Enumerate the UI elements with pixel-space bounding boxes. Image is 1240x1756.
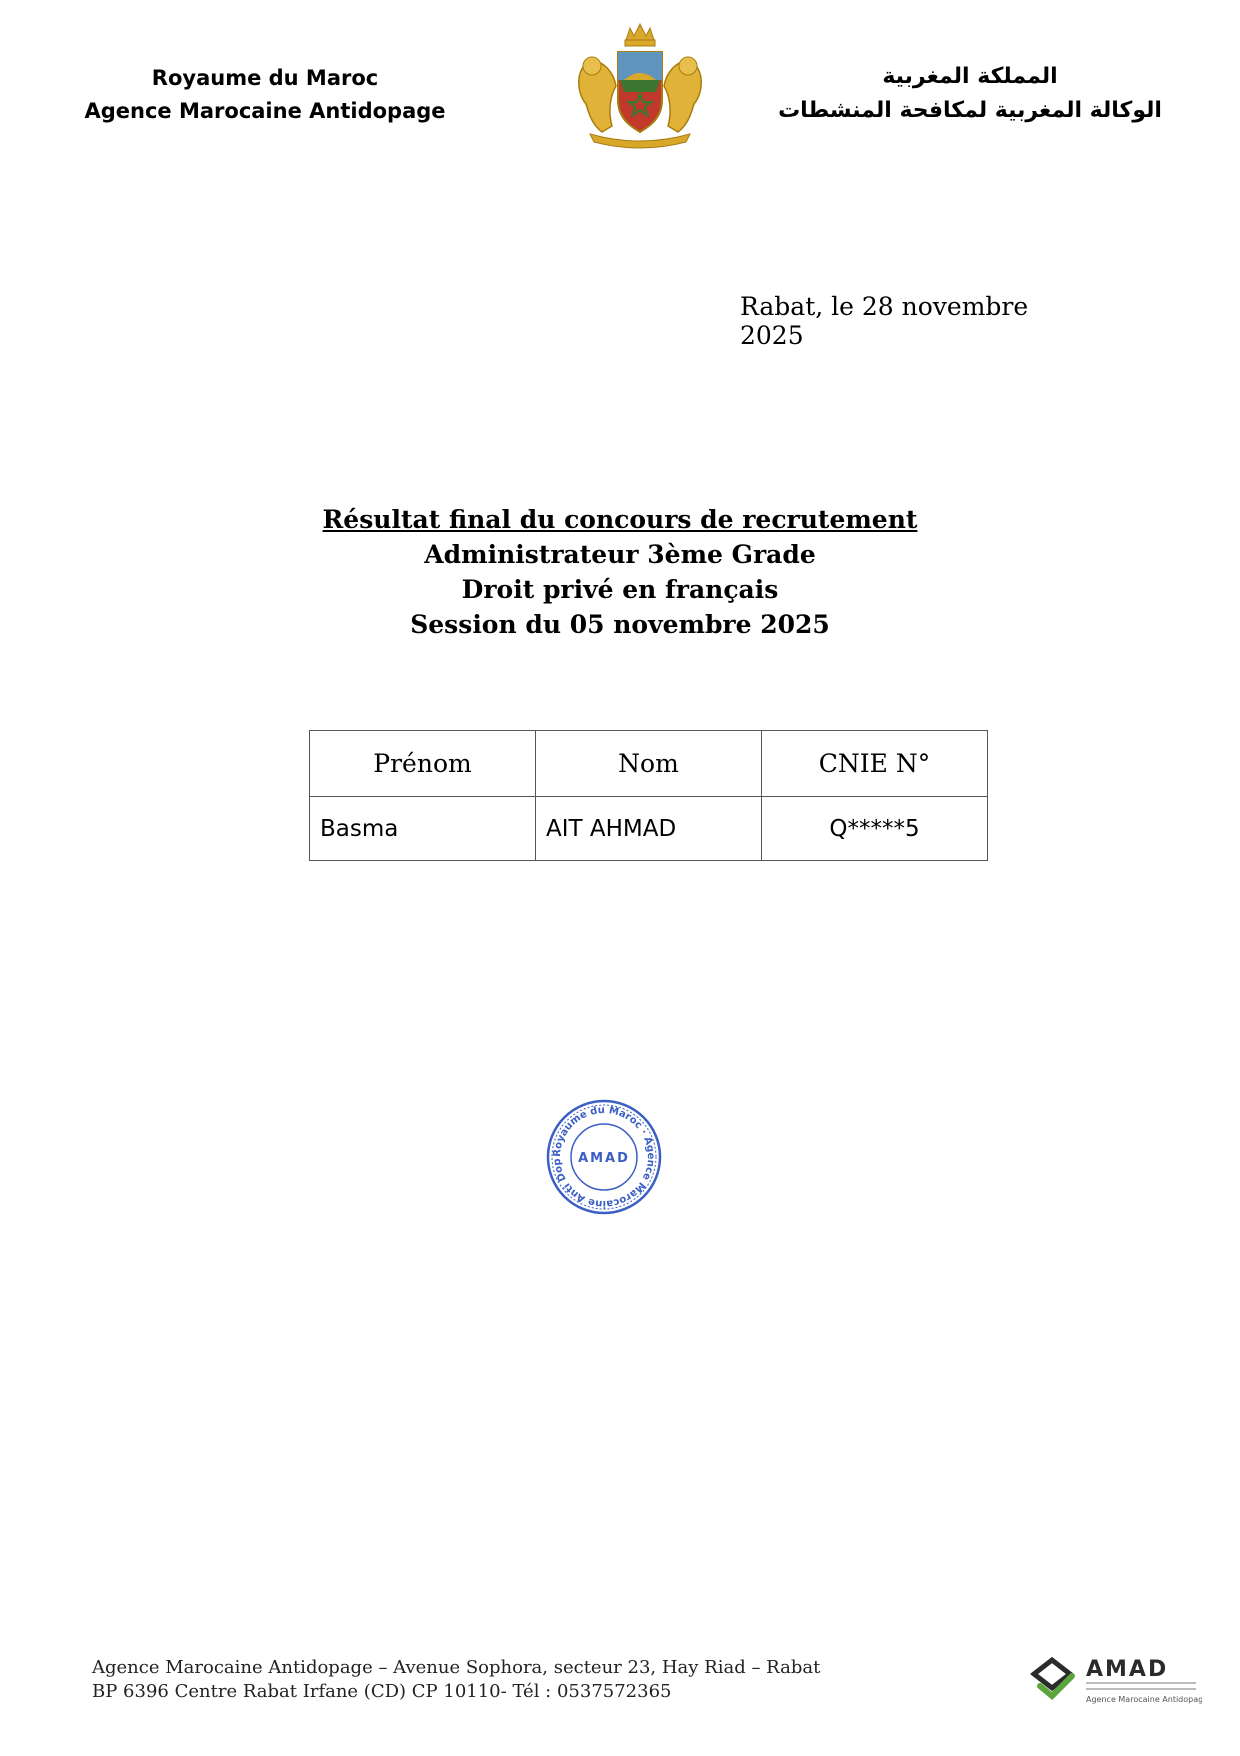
header-arabic (760, 60, 1180, 128)
coat-of-arms-icon (568, 22, 712, 150)
footer-address (92, 1656, 820, 1704)
header-kingdom-ar: المملكة المغربية (882, 64, 1058, 89)
table-row (310, 797, 988, 861)
table-header-row (310, 731, 988, 797)
results-table (309, 730, 988, 861)
amad-logo-name: AMAD (1086, 1657, 1169, 1682)
session-title: Session du 05 novembre 2025 (410, 610, 830, 639)
document-title: Résultat final du concours de recrutement (322, 505, 918, 534)
stamp-ring-text: Royaume du Maroc · Agence Marocaine Anti Dop (551, 1104, 657, 1210)
header-agency-fr: Agence Marocaine Antidopage (84, 99, 446, 123)
amad-logo-subtitle: Agence Marocaine Antidopage (1086, 1695, 1202, 1704)
footer-line-address: Agence Marocaine Antidopage – Avenue Sophora, secteur 23, Hay Riad – Rabat (92, 1657, 821, 1678)
cell-cnie: Q*****5 (762, 797, 988, 861)
grade-title: Administrateur 3ème Grade (424, 540, 816, 569)
header-kingdom-fr: Royaume du Maroc (151, 66, 379, 90)
footer-line-contact: BP 6396 Centre Rabat Irfane (CD) CP 10110- Tél : 0537572365 (92, 1681, 672, 1702)
document-title-block (220, 502, 1020, 642)
header-french (60, 62, 470, 128)
column-header-cnie: CNIE N° (762, 731, 988, 797)
header-agency-ar: الوكالة المغربية لمكافحة المنشطات (778, 98, 1162, 123)
amad-logo-mark-icon (1034, 1660, 1072, 1696)
cell-firstname: Basma (310, 797, 536, 861)
document-date: Rabat, le 28 novembre 2025 (740, 292, 1029, 350)
cell-lastname: AIT AHMAD (536, 797, 762, 861)
column-header-lastname: Nom (536, 731, 762, 797)
specialty-title: Droit privé en français (461, 575, 779, 604)
stamp-center-text: AMAD (578, 1151, 630, 1166)
official-stamp (545, 1098, 663, 1216)
amad-logo (1030, 1652, 1202, 1708)
column-header-firstname: Prénom (310, 731, 536, 797)
